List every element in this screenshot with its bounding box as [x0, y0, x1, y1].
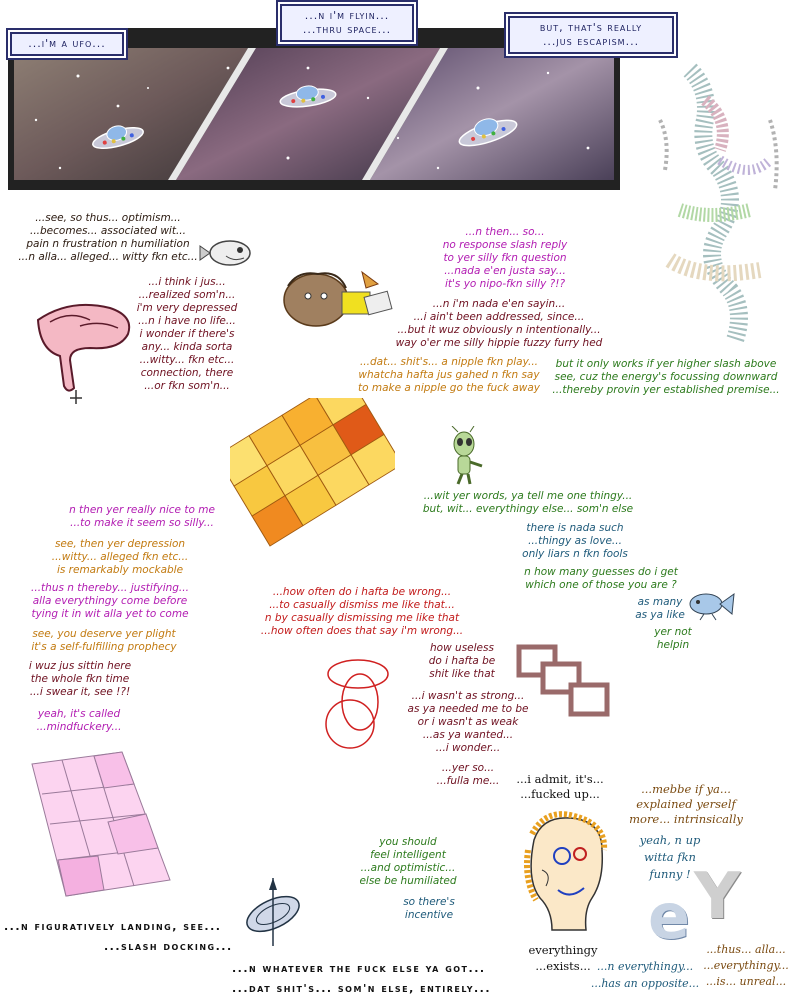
caption-text: but, that's really: [539, 21, 643, 34]
everythingy-exists-text: everythingy ...exists...: [528, 943, 598, 973]
fish-icon: [684, 586, 740, 622]
yer-so-text: ...yer so... ...fulla me...: [436, 762, 500, 787]
spinning-ufo-icon: [240, 876, 306, 948]
red-circles-drawing: [316, 652, 416, 752]
scribbled-head-drawing: [522, 810, 612, 936]
sittin-here-text: i wuz jus sittin here the whole fkn time ...i swear it, see !?!: [28, 660, 132, 698]
energy-text: but it only works if yer higher slash above see, cuz the energy's focussing downward ...thereby provin yer established premise...: [552, 358, 780, 396]
deserve-plight-text: see, you deserve yer plight it's a self-fulfilling prophecy: [31, 628, 177, 653]
guesses-text: n how many guesses do i get which one of those you are ?: [524, 566, 678, 591]
as-many-text: as many as ya like: [635, 596, 685, 621]
optimism-text: ...see, so thus... optimism... ...becomes... associated wit... pain n frustration n humiliation ...n alla... alleged... witty fkn etc...: [18, 212, 198, 263]
nada-such-text: there is nada such ...thingy as love... only liars n fkn fools: [522, 522, 628, 560]
wit-words-text: ...wit yer words, ya tell me one thingy... but, wit... everythingy else... som'n else: [422, 490, 634, 515]
ey-logo: [648, 860, 768, 953]
abstract-figure-art: [650, 60, 790, 350]
incentive-text: so there's incentive: [403, 896, 455, 921]
caption-text: ...thru space...: [302, 23, 392, 36]
yellow-tile-grid: [230, 398, 395, 550]
admit-text: ...i admit, it's... ...fucked up...: [516, 772, 604, 801]
footer-line-2: ...slash docking...: [104, 940, 233, 953]
how-useless-text: how useless do i hafta be shit like that: [428, 642, 496, 680]
depressed-text: ...i think i jus... ...realized som'n... i'm very depressed ...n i have no life... i wonder if there's any... kinda sorta ...witty... fkn etc... connection, there ...or fkn som'n...: [136, 276, 238, 392]
caption-panel-3: [508, 16, 674, 54]
justifying-text: ...thus n thereby... justifying... alla everythingy come before tying it in wit alla yet to come: [31, 582, 189, 620]
not-addressed-text: ...n i'm nada e'en sayin... ...i ain't been addressed, since... ...but it wuz obviously n intentionally... way o'er me silly hippie fuzzy furry hed: [395, 298, 603, 349]
footer-line-4: ...dat shit's... som'n else, entirely...: [232, 982, 492, 995]
nice-to-me-text: n then yer really nice to me ...to make it seem so silly...: [69, 504, 215, 529]
caption-text: ...i'm a ufo...: [28, 37, 106, 50]
n-everythingy-text: ...n everythingy... ...has an opposite...: [590, 960, 700, 990]
mebbe-text: ...mebbe if ya... explained yerself more... intrinsically: [629, 782, 743, 826]
depression-mockable-text: see, then yer depression ...witty... alleged fkn etc... is remarkably mockable: [51, 538, 189, 576]
bomb-icon: [196, 236, 256, 270]
not-helpin-text: yer not helpin: [654, 626, 692, 651]
hippie-character-drawing: [278, 266, 398, 336]
wasnt-strong-text: ...i wasn't as strong... as ya needed me to be or i wasn't as weak ...as ya wanted... ...i wonder...: [407, 690, 529, 754]
footer-line-3: ...n whatever the fuck else ya got...: [232, 962, 486, 975]
nipple-text: ...dat... shit's... a nipple fkn play... whatcha hafta jus gahed n fkn say to make a nipple go the fuck away: [357, 356, 541, 394]
logo-letter-y: Y: [694, 860, 741, 934]
caption-text: ...n i'm flyin...: [304, 9, 390, 22]
thus-alla-text: ...thus... alla... ...everythingy... ...is... unreal...: [703, 943, 789, 988]
feel-intelligent-text: you should feel intelligent ...and optimistic... else be humiliated: [359, 836, 457, 887]
alien-icon: [444, 426, 490, 486]
caption-panel-2: [280, 4, 414, 42]
footer-line-1: ...n figuratively landing, see...: [4, 920, 222, 933]
no-response-text: ...n then... so... no response slash reply to yer silly fkn question ...nada e'en justa say... it's yo nipo-fkn silly ?!?: [442, 226, 568, 290]
mindfuckery-text: yeah, it's called ...mindfuckery...: [36, 708, 122, 733]
logo-letter-e: e: [648, 880, 691, 953]
witta-funny-text: yeah, n up witta fkn funny !: [639, 833, 701, 881]
pink-creature-drawing: [30, 290, 140, 410]
pink-tile-grid: [22, 750, 172, 900]
caption-panel-1: [10, 32, 124, 56]
how-often-text: ...how often do i hafta be wrong... ...to casually dismiss me like that... n by casually dismissing me like that ...how often does that say i'm wrong...: [260, 586, 464, 637]
caption-text: ...jus escapism...: [542, 35, 640, 48]
